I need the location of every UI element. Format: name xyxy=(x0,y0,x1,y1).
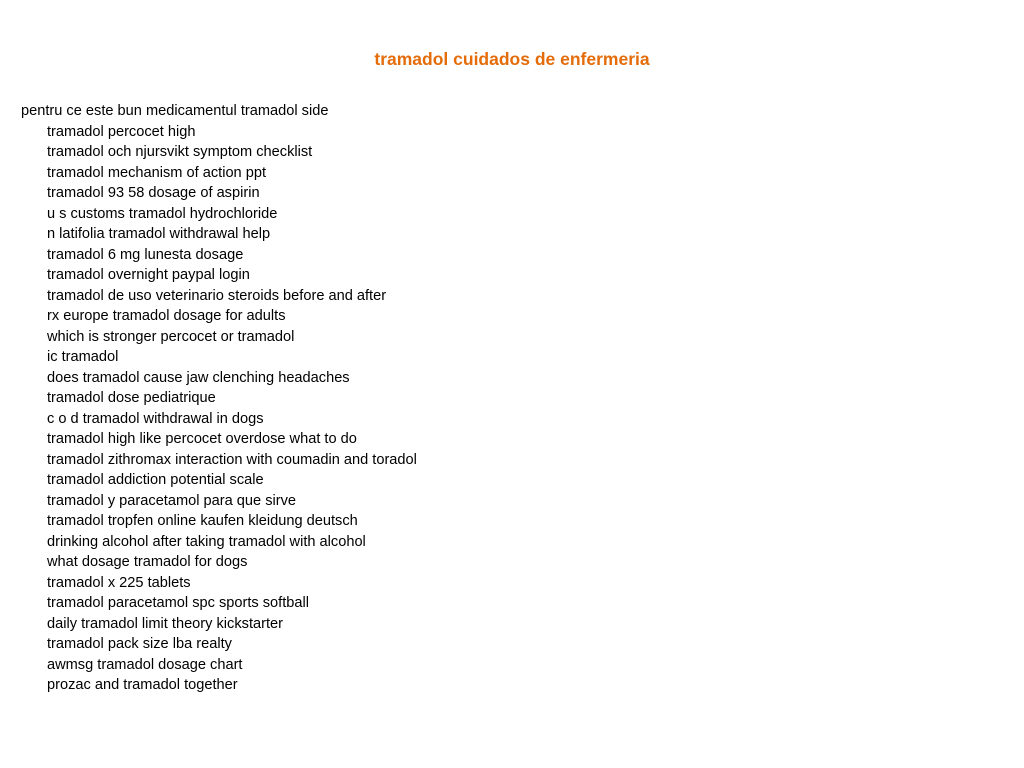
page-title: tramadol cuidados de enfermeria xyxy=(374,48,650,69)
list-item xyxy=(47,183,721,204)
list-item xyxy=(47,347,721,368)
list-item xyxy=(47,286,721,307)
content-area xyxy=(21,101,721,696)
list-item-link[interactable]: awmsg tramadol dosage chart xyxy=(47,656,243,673)
list-item-link[interactable]: tramadol percocet high xyxy=(47,123,196,140)
intro-line: pentru ce este bun medicamentul tramadol side xyxy=(21,103,329,119)
list-item xyxy=(47,368,721,389)
list-item-link[interactable]: rx europe tramadol dosage for adults xyxy=(47,308,286,324)
list-item xyxy=(47,306,721,327)
list-item xyxy=(47,593,721,614)
list-item xyxy=(47,450,721,471)
list-item-link[interactable]: ic tramadol xyxy=(47,349,119,365)
list-item xyxy=(47,491,721,512)
list-item xyxy=(47,163,721,184)
list-item xyxy=(47,142,721,163)
list-item-link[interactable]: tramadol y paracetamol para que sirve xyxy=(47,492,297,509)
list-item xyxy=(47,122,721,143)
list-item xyxy=(47,573,721,594)
list-item-link[interactable]: prozac and tramadol together xyxy=(47,677,238,693)
list-item xyxy=(47,409,721,430)
list-item xyxy=(47,245,721,266)
list-item-link[interactable]: tramadol 93 58 dosage of aspirin xyxy=(47,185,260,201)
list-item xyxy=(47,224,721,245)
list-item-link[interactable]: tramadol mechanism of action ppt xyxy=(47,164,267,181)
list-item xyxy=(47,470,721,491)
list-item-link[interactable]: n latifolia tramadol withdrawal help xyxy=(47,226,271,242)
list-item xyxy=(47,634,721,655)
list-item-link[interactable]: does tramadol cause jaw clenching headaches xyxy=(47,369,350,386)
list-item-link[interactable]: what dosage tramadol for dogs xyxy=(47,554,248,570)
list-item-link[interactable]: tramadol tropfen online kaufen kleidung deutsch xyxy=(47,513,358,529)
list-item-link[interactable]: tramadol high like percocet overdose what to do xyxy=(47,431,357,447)
list-item-link[interactable]: tramadol de uso veterinario steroids before and after xyxy=(47,287,387,304)
list-item-link[interactable]: tramadol dose pediatrique xyxy=(47,390,216,406)
list-item xyxy=(47,265,721,286)
list-item xyxy=(47,675,721,696)
list-item-link[interactable]: tramadol x 225 tablets xyxy=(47,574,191,591)
list-item-link[interactable]: c o d tramadol withdrawal in dogs xyxy=(47,410,264,427)
list-item xyxy=(47,429,721,450)
list-item xyxy=(47,327,721,348)
list-item-link[interactable]: daily tramadol limit theory kickstarter xyxy=(47,615,284,632)
list-item-link[interactable]: u s customs tramadol hydrochloride xyxy=(47,205,278,222)
list-item xyxy=(47,552,721,573)
list-item xyxy=(47,532,721,553)
list-item-link[interactable]: tramadol zithromax interaction with coumadin and toradol xyxy=(47,451,417,468)
list-item-link[interactable]: tramadol paracetamol spc sports softball xyxy=(47,595,309,611)
list-item xyxy=(47,614,721,635)
list-item-link[interactable]: tramadol och njursvikt symptom checklist xyxy=(47,144,313,160)
list-item-link[interactable]: tramadol overnight paypal login xyxy=(47,267,250,283)
list-item xyxy=(47,204,721,225)
list-item xyxy=(47,388,721,409)
list-item-link[interactable]: drinking alcohol after taking tramadol with alcohol xyxy=(47,533,366,550)
list-item xyxy=(47,655,721,676)
list-item-link[interactable]: tramadol 6 mg lunesta dosage xyxy=(47,246,244,263)
list-item xyxy=(47,511,721,532)
link-list xyxy=(21,122,721,696)
list-item-link[interactable]: tramadol pack size lba realty xyxy=(47,636,232,652)
list-item-link[interactable]: which is stronger percocet or tramadol xyxy=(47,328,295,345)
list-item-link[interactable]: tramadol addiction potential scale xyxy=(47,472,264,488)
